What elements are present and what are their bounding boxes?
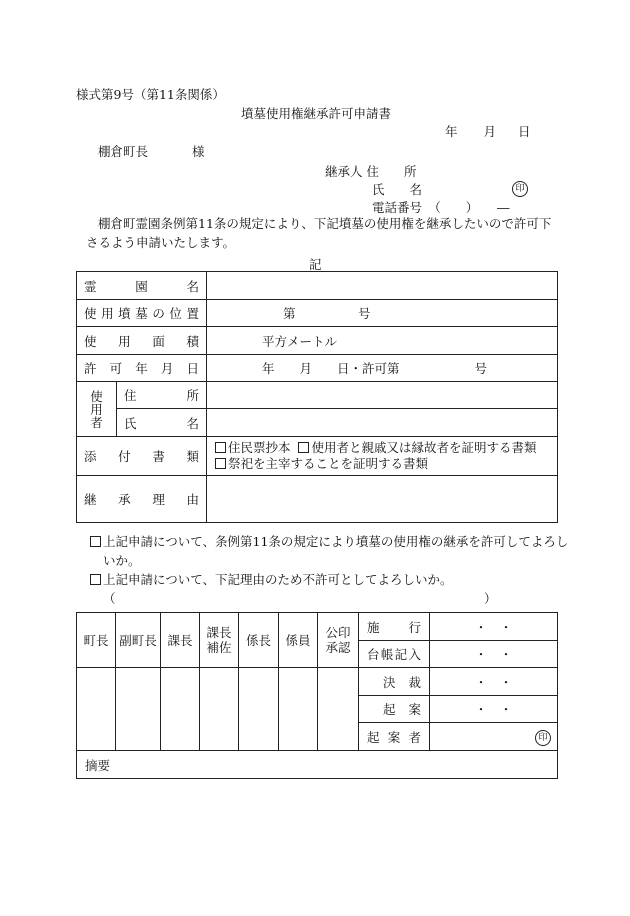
summary-row[interactable]	[77, 751, 558, 779]
stamp-seal-approval[interactable]	[318, 668, 359, 751]
value-decision[interactable]: ・ ・	[430, 668, 558, 696]
addressee	[98, 142, 205, 160]
page-title: 墳墓使用権継承許可申請書	[241, 106, 392, 121]
checkbox-reject[interactable]	[90, 574, 101, 585]
label-user-address: 住 所	[124, 388, 200, 403]
row-user-name	[77, 409, 558, 437]
intro-text: 棚倉町霊園条例第11条の規定により、下記墳墓の使用権を継承したいので許可下さるよう申請いたします。	[86, 216, 552, 250]
header-deputy-mayor: 副町長	[116, 613, 161, 668]
summary-label: 摘要	[85, 757, 111, 773]
checkbox-attach-2[interactable]	[298, 442, 309, 453]
value-user-name[interactable]	[207, 409, 558, 437]
applicant-address-label: 住 所	[366, 164, 417, 179]
header-assistant-chief: 課長補佐	[200, 613, 239, 668]
stamp-assistant-chief[interactable]	[200, 668, 239, 751]
label-cemetery: 霊 園 名	[84, 278, 200, 294]
approval-option-2: 上記申請について、下記理由のため不許可としてよろしいか。	[90, 570, 453, 588]
header-seal-approval: 公印承認	[318, 613, 359, 668]
value-ledger-entry[interactable]: ・ ・	[430, 641, 558, 668]
label-drafter: 起 案 者	[367, 729, 421, 745]
label-attachments: 添 付 書 類	[84, 449, 199, 464]
header-section-chief: 課長	[161, 613, 200, 668]
checkbox-approve[interactable]	[90, 536, 101, 547]
value-permit-date[interactable]: 年 月 日・許可第 号	[207, 355, 558, 382]
value-location[interactable]: 第 号	[207, 300, 558, 327]
header-mayor: 町長	[77, 613, 116, 668]
value-enforcement[interactable]: ・ ・	[430, 613, 558, 641]
label-decision: 決 裁	[383, 674, 421, 690]
header-staff: 係員	[279, 613, 318, 668]
label-ledger-entry: 台 帳 記 入	[367, 647, 421, 662]
applicant-phone: 電話番号 （ ） ―	[372, 200, 510, 215]
applicant-role: 継承人	[325, 164, 363, 179]
stamp-mayor[interactable]	[77, 668, 116, 751]
row-location	[77, 300, 558, 327]
value-attachments: 住民票抄本 使用者と親戚又は縁故者を証明する書類 祭祀を主宰することを証明する書類	[207, 437, 558, 476]
label-user-name: 氏 名	[124, 415, 200, 431]
stamp-subsection-chief[interactable]	[239, 668, 279, 751]
label-enforcement: 施 行	[367, 619, 421, 635]
row-attachments	[77, 437, 558, 476]
reason-paren-close: ）	[484, 591, 497, 606]
checkbox-attach-3[interactable]	[215, 458, 226, 469]
addressee-honorific: 様	[192, 144, 205, 159]
value-user-address[interactable]	[207, 382, 558, 409]
stamp-deputy-mayor[interactable]	[116, 668, 161, 751]
form-number: 様式第9号（第11条関係）	[76, 87, 225, 102]
reason-paren-open: （	[103, 591, 116, 606]
row-cemetery	[77, 272, 558, 300]
approval-stamp-table	[76, 612, 558, 779]
label-location: 使 用 墳 墓 の 位 置	[84, 306, 199, 321]
approval-option-1: 上記申請について、条例第11条の規定により墳墓の使用権の継承を許可してよろしいか。	[90, 532, 569, 570]
stamp-staff[interactable]	[279, 668, 318, 751]
row-permit-date	[77, 355, 558, 382]
label-user: 使 用 者	[77, 382, 117, 437]
date-day: 日	[518, 124, 531, 139]
label-draft: 起 案	[383, 702, 421, 717]
row-reason	[77, 476, 558, 523]
addressee-name: 棚倉町長	[98, 144, 149, 159]
applicant-seal-icon: 印	[512, 179, 528, 197]
row-user-address	[77, 382, 558, 409]
value-reason[interactable]	[207, 476, 558, 523]
applicant-address	[325, 162, 417, 180]
label-reason: 継 承 理 由	[84, 492, 199, 507]
label-permit-date: 許 可 年 月 日	[84, 361, 200, 376]
drafter-seal-icon: 印	[535, 730, 551, 746]
application-table	[76, 271, 558, 523]
label-area: 使 用 面 積	[84, 333, 199, 349]
value-draft[interactable]: ・ ・	[430, 696, 558, 723]
applicant-name-label: 氏 名	[372, 182, 423, 197]
value-drafter[interactable]	[430, 723, 558, 751]
date-line	[445, 122, 531, 140]
header-subsection-chief: 係長	[239, 613, 279, 668]
date-year: 年	[445, 124, 458, 139]
checkbox-attach-1[interactable]	[215, 442, 226, 453]
value-area[interactable]: 平方メートル	[207, 327, 558, 355]
stamp-section-chief[interactable]	[161, 668, 200, 751]
row-area	[77, 327, 558, 355]
value-cemetery[interactable]	[207, 272, 558, 300]
ki-label: 記	[309, 257, 322, 272]
date-month: 月	[483, 124, 497, 139]
